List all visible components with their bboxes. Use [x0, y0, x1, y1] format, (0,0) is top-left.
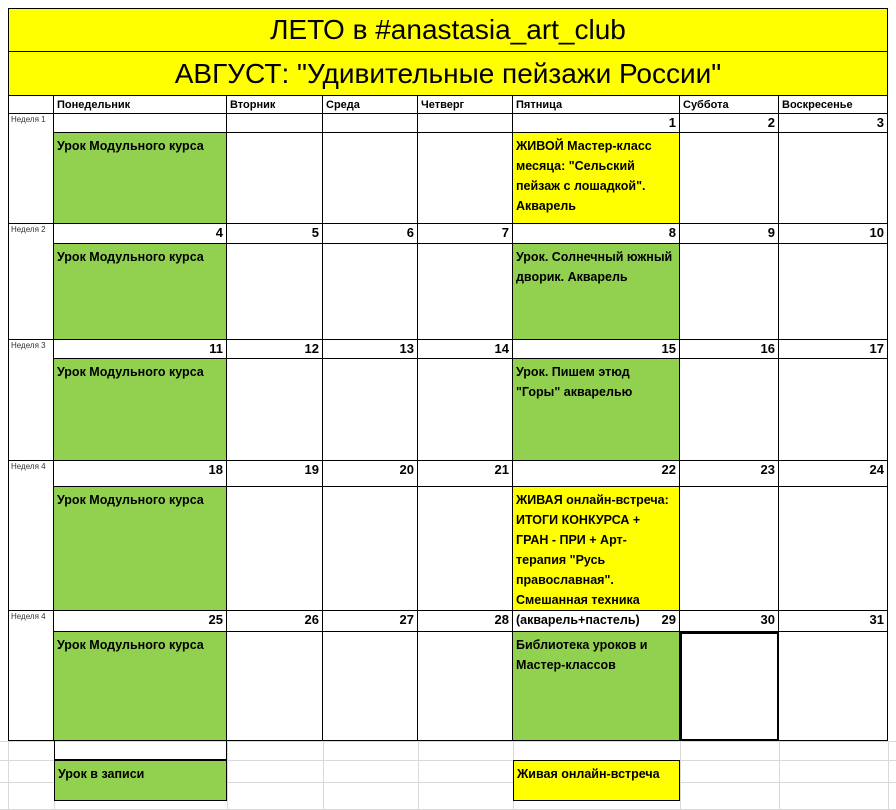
- week-label: Неделя 1: [8, 114, 54, 224]
- event-cell[interactable]: [418, 487, 513, 611]
- event-cell[interactable]: [323, 632, 418, 741]
- date-cell[interactable]: 30: [680, 611, 779, 632]
- week-label: Неделя 4: [8, 611, 54, 741]
- week-label: Неделя 3: [8, 340, 54, 461]
- date-cell[interactable]: 12: [227, 340, 323, 359]
- date-cell[interactable]: 2: [680, 114, 779, 133]
- event-cell[interactable]: Урок. Пишем этюд "Горы" акварелью: [513, 359, 680, 461]
- day-header: Вторник: [227, 96, 323, 114]
- date-cell[interactable]: 7: [418, 224, 513, 244]
- event-cell[interactable]: [779, 632, 888, 741]
- legend-live: Живая онлайн-встреча: [513, 760, 680, 801]
- event-cell[interactable]: [680, 133, 779, 224]
- event-cell[interactable]: [418, 632, 513, 741]
- day-header: Пятница: [513, 96, 680, 114]
- page-subtitle: АВГУСТ: "Удивительные пейзажи России": [8, 51, 888, 96]
- date-cell[interactable]: 11: [54, 340, 227, 359]
- event-cell[interactable]: [323, 359, 418, 461]
- date-cell[interactable]: 19: [227, 461, 323, 487]
- date-cell[interactable]: 29: [513, 611, 680, 632]
- page-title: ЛЕТО в #anastasia_art_club: [8, 8, 888, 52]
- grid-line: [888, 741, 889, 809]
- grid-line: [779, 741, 780, 809]
- event-cell[interactable]: [418, 244, 513, 340]
- date-cell[interactable]: 10: [779, 224, 888, 244]
- event-cell[interactable]: Урок Модульного курса: [54, 133, 227, 224]
- event-cell[interactable]: ЖИВОЙ Мастер-класс месяца: "Сельский пейзаж с лошадкой". Акварель: [513, 133, 680, 224]
- date-cell[interactable]: [323, 114, 418, 133]
- event-cell[interactable]: Урок Модульного курса: [54, 632, 227, 741]
- date-cell[interactable]: [54, 114, 227, 133]
- date-cell[interactable]: 24: [779, 461, 888, 487]
- date-cell[interactable]: 18: [54, 461, 227, 487]
- grid-line: [227, 741, 228, 809]
- date-cell[interactable]: 14: [418, 340, 513, 359]
- date-cell[interactable]: [227, 114, 323, 133]
- event-cell[interactable]: [227, 632, 323, 741]
- event-cell[interactable]: [418, 359, 513, 461]
- date-cell[interactable]: 1: [513, 114, 680, 133]
- date-cell[interactable]: 25: [54, 611, 227, 632]
- event-cell[interactable]: [779, 487, 888, 611]
- event-cell[interactable]: [227, 244, 323, 340]
- date-cell[interactable]: 23: [680, 461, 779, 487]
- date-cell[interactable]: 27: [323, 611, 418, 632]
- event-cell[interactable]: Урок Модульного курса: [54, 487, 227, 611]
- date-cell[interactable]: 26: [227, 611, 323, 632]
- event-cell[interactable]: Урок Модульного курса: [54, 244, 227, 340]
- event-cell[interactable]: [227, 487, 323, 611]
- date-cell[interactable]: 17: [779, 340, 888, 359]
- day-header: Воскресенье: [779, 96, 888, 114]
- date-cell[interactable]: 13: [323, 340, 418, 359]
- grid-line: [8, 741, 9, 809]
- legend-recorded: Урок в записи: [54, 760, 227, 801]
- day-header: Суббота: [680, 96, 779, 114]
- event-cell[interactable]: Библиотека уроков и Мастер-классов: [513, 632, 680, 741]
- event-cell[interactable]: [680, 359, 779, 461]
- day-header: Среда: [323, 96, 418, 114]
- date-cell[interactable]: 16: [680, 340, 779, 359]
- date-cell[interactable]: 9: [680, 224, 779, 244]
- date-cell[interactable]: 28: [418, 611, 513, 632]
- event-cell[interactable]: [323, 133, 418, 224]
- event-cell[interactable]: [418, 133, 513, 224]
- event-cell[interactable]: [779, 133, 888, 224]
- event-cell[interactable]: [779, 359, 888, 461]
- event-cell[interactable]: Урок Модульного курса: [54, 359, 227, 461]
- legend-spacer: [54, 741, 227, 760]
- date-cell[interactable]: 31: [779, 611, 888, 632]
- event-cell[interactable]: [680, 487, 779, 611]
- header-corner: [8, 96, 54, 114]
- event-cell[interactable]: [680, 244, 779, 340]
- event-cell[interactable]: [779, 244, 888, 340]
- date-cell[interactable]: 22: [513, 461, 680, 487]
- date-cell[interactable]: 6: [323, 224, 418, 244]
- event-cell[interactable]: ЖИВАЯ онлайн-встреча: ИТОГИ КОНКУРСА + ГРАН - ПРИ + Арт-терапия "Русь православная". Смешанная техника (акварель+пастель): [513, 487, 680, 611]
- event-cell[interactable]: [323, 487, 418, 611]
- date-cell[interactable]: 21: [418, 461, 513, 487]
- grid-line: [418, 741, 419, 809]
- event-cell[interactable]: [227, 133, 323, 224]
- date-cell[interactable]: 5: [227, 224, 323, 244]
- grid-line: [323, 741, 324, 809]
- event-cell[interactable]: [227, 359, 323, 461]
- week-label: Неделя 2: [8, 224, 54, 340]
- date-cell[interactable]: [418, 114, 513, 133]
- date-cell[interactable]: 3: [779, 114, 888, 133]
- date-cell[interactable]: 15: [513, 340, 680, 359]
- day-header: Четверг: [418, 96, 513, 114]
- event-cell[interactable]: Урок. Солнечный южный дворик. Акварель: [513, 244, 680, 340]
- day-header: Понедельник: [54, 96, 227, 114]
- date-cell[interactable]: 4: [54, 224, 227, 244]
- grid-line: [680, 741, 681, 809]
- event-cell[interactable]: [323, 244, 418, 340]
- week-label: Неделя 4: [8, 461, 54, 611]
- date-cell[interactable]: 20: [323, 461, 418, 487]
- date-cell[interactable]: 8: [513, 224, 680, 244]
- event-cell[interactable]: [680, 632, 779, 741]
